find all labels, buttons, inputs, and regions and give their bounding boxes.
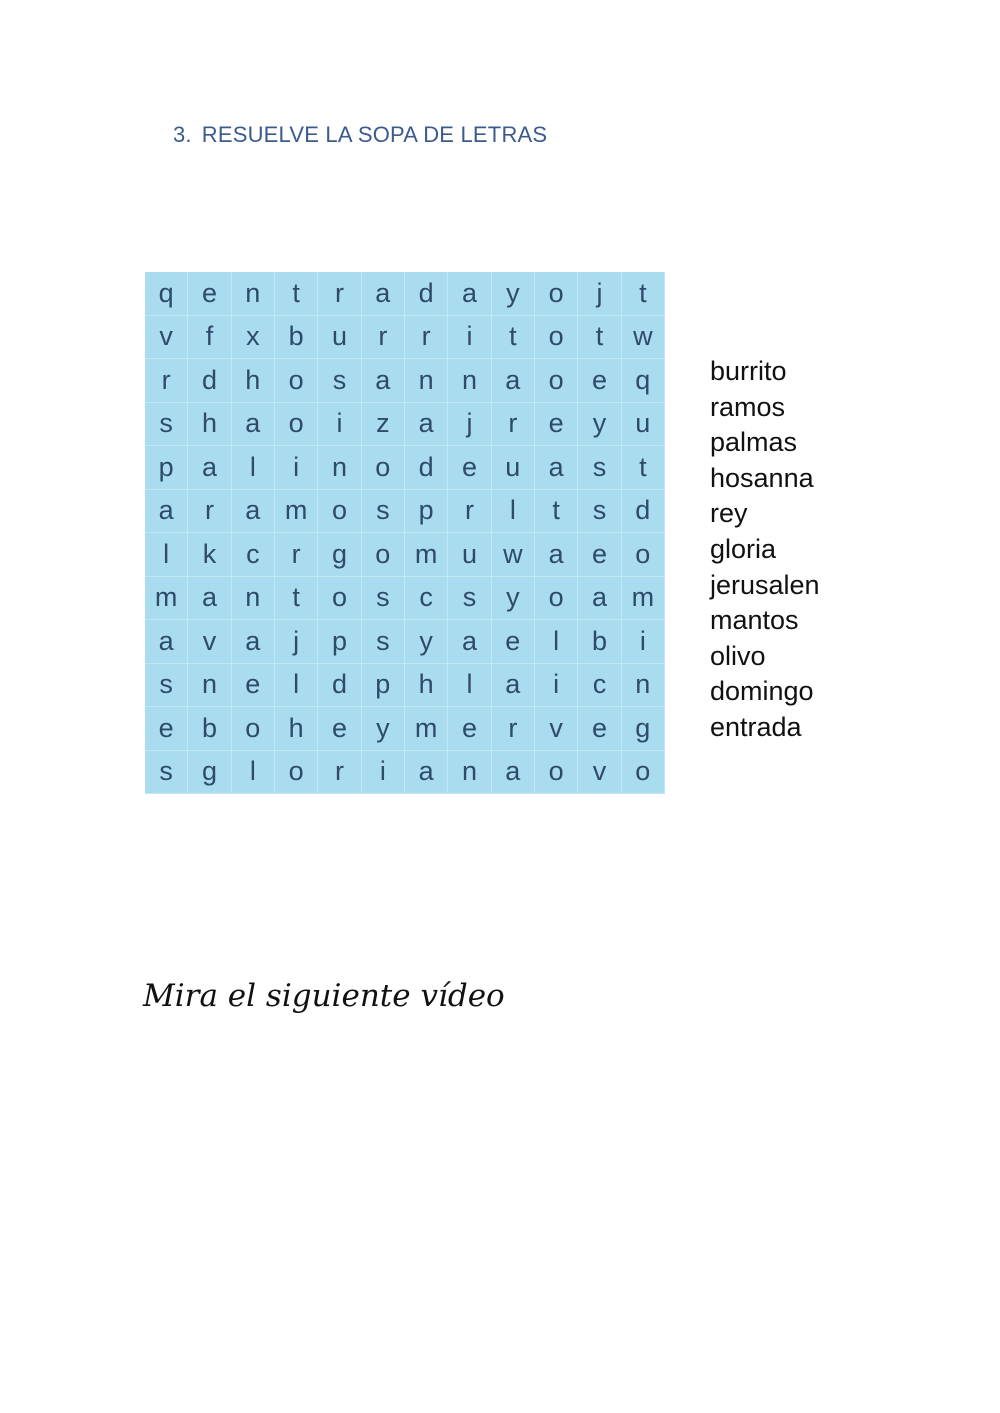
grid-cell[interactable]: x (232, 316, 275, 360)
grid-cell[interactable]: y (492, 577, 535, 621)
grid-cell[interactable]: o (275, 359, 318, 403)
grid-cell[interactable]: m (145, 577, 188, 621)
grid-cell[interactable]: a (448, 620, 491, 664)
grid-cell[interactable]: n (232, 577, 275, 621)
grid-cell[interactable]: g (188, 751, 231, 795)
grid-cell[interactable]: o (318, 577, 361, 621)
grid-cell[interactable]: y (492, 272, 535, 316)
word-list-item: palmas (710, 427, 798, 458)
word-search-grid (145, 272, 665, 794)
grid-cell[interactable]: l (535, 620, 578, 664)
grid-cell[interactable]: a (362, 272, 405, 316)
exercise-number: 3. (173, 122, 192, 147)
grid-cell[interactable]: v (578, 751, 621, 795)
grid-cell[interactable]: r (275, 533, 318, 577)
grid-cell[interactable]: o (535, 577, 578, 621)
grid-cell[interactable]: o (275, 403, 318, 447)
grid-cell[interactable]: r (362, 316, 405, 360)
grid-cell[interactable]: c (578, 664, 621, 708)
grid-cell[interactable]: r (492, 403, 535, 447)
grid-cell[interactable]: r (318, 751, 361, 795)
grid-cell[interactable]: j (448, 403, 491, 447)
grid-cell[interactable]: i (448, 316, 491, 360)
grid-cell[interactable]: e (448, 707, 491, 751)
grid-cell[interactable]: o (535, 316, 578, 360)
grid-cell[interactable]: i (275, 446, 318, 490)
grid-cell[interactable]: w (492, 533, 535, 577)
grid-cell[interactable]: l (492, 490, 535, 534)
grid-cell[interactable]: a (145, 490, 188, 534)
grid-cell[interactable]: s (362, 577, 405, 621)
grid-cell[interactable]: t (535, 490, 578, 534)
grid-cell[interactable]: a (535, 446, 578, 490)
grid-cell[interactable]: u (492, 446, 535, 490)
grid-cell[interactable]: a (492, 751, 535, 795)
grid-cell[interactable]: u (622, 403, 665, 447)
grid-cell[interactable]: d (622, 490, 665, 534)
grid-cell[interactable]: e (448, 446, 491, 490)
grid-cell[interactable]: s (145, 403, 188, 447)
grid-cell[interactable]: a (232, 490, 275, 534)
grid-cell[interactable]: d (405, 446, 448, 490)
grid-cell[interactable]: n (405, 359, 448, 403)
grid-cell[interactable]: s (145, 751, 188, 795)
grid-cell[interactable]: i (535, 664, 578, 708)
grid-cell[interactable]: a (188, 577, 231, 621)
grid-cell[interactable]: v (145, 316, 188, 360)
grid-cell[interactable]: t (275, 272, 318, 316)
grid-cell[interactable]: e (232, 664, 275, 708)
grid-cell[interactable]: b (275, 316, 318, 360)
word-list-item: olivo (710, 640, 766, 671)
grid-cell[interactable]: s (318, 359, 361, 403)
grid-cell[interactable]: r (448, 490, 491, 534)
grid-cell[interactable]: t (622, 446, 665, 490)
video-prompt: Mira el siguiente vídeo (143, 978, 505, 1014)
grid-cell[interactable]: i (318, 403, 361, 447)
word-list-item: jerusalen (710, 569, 820, 600)
grid-cell[interactable]: a (232, 403, 275, 447)
grid-cell[interactable]: s (145, 664, 188, 708)
grid-cell[interactable]: e (578, 707, 621, 751)
grid-cell[interactable]: e (188, 272, 231, 316)
grid-cell[interactable]: e (145, 707, 188, 751)
grid-cell[interactable]: h (188, 403, 231, 447)
word-list (710, 354, 820, 746)
grid-cell[interactable]: o (362, 533, 405, 577)
grid-cell[interactable]: s (448, 577, 491, 621)
grid-cell[interactable]: b (578, 620, 621, 664)
grid-cell[interactable]: q (145, 272, 188, 316)
grid-cell[interactable]: c (232, 533, 275, 577)
grid-cell[interactable]: r (318, 272, 361, 316)
grid-cell[interactable]: s (362, 490, 405, 534)
grid-cell[interactable]: j (275, 620, 318, 664)
grid-cell[interactable]: o (535, 359, 578, 403)
grid-cell[interactable]: r (492, 707, 535, 751)
grid-cell[interactable]: t (275, 577, 318, 621)
grid-cell[interactable]: m (275, 490, 318, 534)
grid-cell[interactable]: s (578, 490, 621, 534)
grid-cell[interactable]: n (622, 664, 665, 708)
exercise-heading (173, 122, 547, 148)
grid-cell[interactable]: o (535, 272, 578, 316)
grid-cell[interactable]: s (578, 446, 621, 490)
grid-cell[interactable]: f (188, 316, 231, 360)
grid-cell[interactable]: l (275, 664, 318, 708)
grid-cell[interactable]: n (448, 751, 491, 795)
grid-cell[interactable]: t (492, 316, 535, 360)
grid-cell[interactable]: a (492, 359, 535, 403)
grid-cell[interactable]: e (535, 403, 578, 447)
grid-cell[interactable]: b (188, 707, 231, 751)
grid-cell[interactable]: u (448, 533, 491, 577)
grid-cell[interactable]: p (362, 664, 405, 708)
grid-cell[interactable]: a (188, 446, 231, 490)
grid-cell[interactable]: e (492, 620, 535, 664)
grid-cell[interactable]: q (622, 359, 665, 403)
grid-cell[interactable]: m (405, 707, 448, 751)
grid-cell[interactable]: i (362, 751, 405, 795)
grid-cell[interactable]: o (318, 490, 361, 534)
grid-cell[interactable]: y (405, 620, 448, 664)
grid-cell[interactable]: j (578, 272, 621, 316)
word-list-item: gloria (710, 533, 777, 564)
grid-cell[interactable]: c (405, 577, 448, 621)
grid-cell[interactable]: e (578, 359, 621, 403)
grid-cell[interactable]: m (622, 577, 665, 621)
grid-cell[interactable]: t (622, 272, 665, 316)
grid-cell[interactable]: a (492, 664, 535, 708)
grid-cell[interactable]: s (362, 620, 405, 664)
grid-cell[interactable]: l (232, 446, 275, 490)
grid-cell[interactable]: d (318, 664, 361, 708)
word-list-item: ramos (710, 391, 786, 422)
grid-cell[interactable]: v (188, 620, 231, 664)
word-list-item: hosanna (710, 462, 814, 493)
grid-cell[interactable]: e (578, 533, 621, 577)
grid-cell[interactable]: r (405, 316, 448, 360)
grid-cell[interactable]: v (535, 707, 578, 751)
grid-cell[interactable]: o (622, 533, 665, 577)
grid-cell[interactable]: o (362, 446, 405, 490)
grid-cell[interactable]: a (535, 533, 578, 577)
grid-cell[interactable]: w (622, 316, 665, 360)
grid-cell[interactable]: p (318, 620, 361, 664)
grid-cell[interactable]: a (362, 359, 405, 403)
grid-cell[interactable]: z (362, 403, 405, 447)
grid-cell[interactable]: t (578, 316, 621, 360)
grid-cell[interactable]: n (448, 359, 491, 403)
grid-cell[interactable]: r (145, 359, 188, 403)
grid-cell[interactable]: y (362, 707, 405, 751)
grid-cell[interactable]: l (145, 533, 188, 577)
grid-cell[interactable]: a (405, 751, 448, 795)
word-list-item: entrada (710, 711, 802, 742)
word-list-item: rey (710, 498, 748, 529)
grid-cell[interactable]: p (405, 490, 448, 534)
grid-cell[interactable]: a (145, 620, 188, 664)
grid-cell[interactable]: h (275, 707, 318, 751)
grid-cell[interactable]: y (578, 403, 621, 447)
grid-cell[interactable]: a (448, 272, 491, 316)
exercise-title: RESUELVE LA SOPA DE LETRAS (201, 122, 548, 147)
grid-cell[interactable]: l (448, 664, 491, 708)
grid-cell[interactable]: a (578, 577, 621, 621)
word-list-item: mantos (710, 605, 799, 636)
grid-cell[interactable]: l (232, 751, 275, 795)
grid-cell[interactable]: e (318, 707, 361, 751)
grid-cell[interactable]: n (188, 664, 231, 708)
grid-cell[interactable]: o (622, 751, 665, 795)
grid-cell[interactable]: i (622, 620, 665, 664)
word-list-item: burrito (710, 356, 787, 386)
grid-cell[interactable]: u (318, 316, 361, 360)
grid-cell[interactable]: h (232, 359, 275, 403)
grid-cell[interactable]: p (145, 446, 188, 490)
grid-cell[interactable]: n (232, 272, 275, 316)
word-list-item: domingo (710, 676, 814, 707)
grid-cell[interactable]: o (535, 751, 578, 795)
grid-cell[interactable]: d (188, 359, 231, 403)
grid-cell[interactable]: g (622, 707, 665, 751)
grid-cell[interactable]: m (405, 533, 448, 577)
grid-cell[interactable]: g (318, 533, 361, 577)
grid-cell[interactable]: d (405, 272, 448, 316)
grid-cell[interactable]: h (405, 664, 448, 708)
grid-cell[interactable]: a (232, 620, 275, 664)
grid-cell[interactable]: a (405, 403, 448, 447)
grid-cell[interactable]: r (188, 490, 231, 534)
grid-cell[interactable]: n (318, 446, 361, 490)
grid-cell[interactable]: k (188, 533, 231, 577)
grid-cell[interactable]: o (275, 751, 318, 795)
grid-cell[interactable]: o (232, 707, 275, 751)
